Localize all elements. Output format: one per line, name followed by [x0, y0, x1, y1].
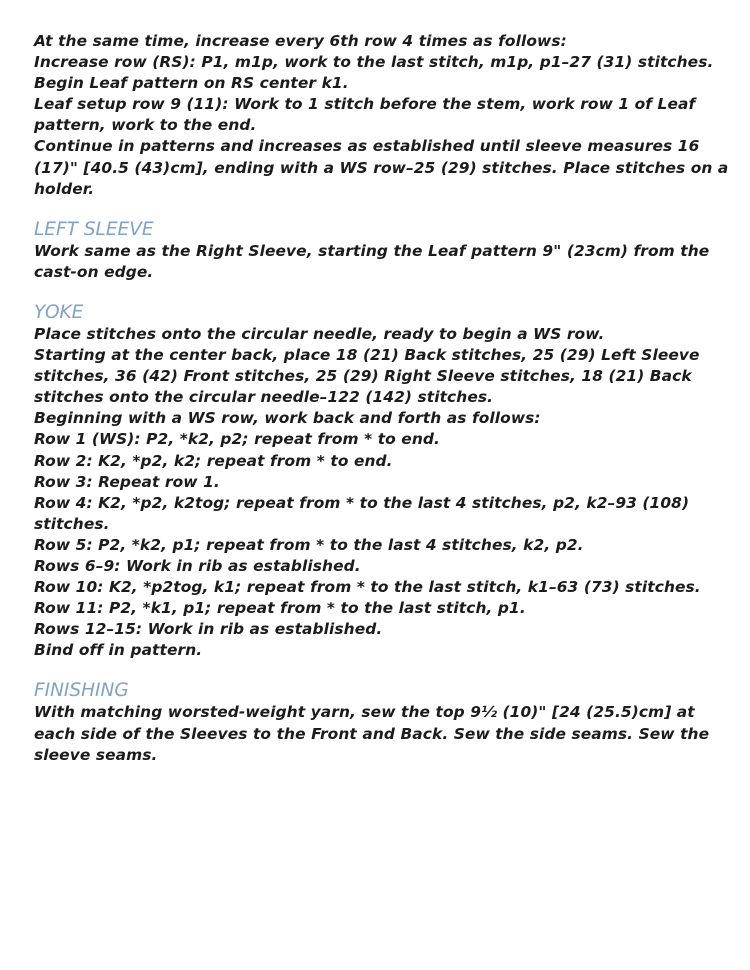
- intro-line: At the same time, increase every 6th row 4 times as follows:: [34, 32, 567, 50]
- intro-line: Increase row (RS): P1, m1p, work to the last stitch, m1p, p1–27 (31) stitches.: [34, 53, 714, 72]
- yoke-rows-12-15: Rows 12–15: Work in rib as established.: [34, 620, 383, 639]
- left-sleeve-line: cast-on edge.: [34, 262, 154, 281]
- intro-line: (17)" [40.5 (43)cm], ending with a WS row–25 (29) stitches. Place stitches on a: [34, 158, 729, 177]
- intro-line: Begin Leaf pattern on RS center k1.: [34, 74, 349, 93]
- yoke-section: [34, 301, 724, 662]
- yoke-rows-6-9: Rows 6–9: Work in rib as established.: [34, 556, 361, 575]
- yoke-heading: YOKE: [34, 301, 84, 323]
- yoke-line: stitches onto the circular needle–122 (142) stitches.: [34, 388, 494, 407]
- yoke-line: Starting at the center back, place 18 (21) Back stitches, 25 (29) Left Sleeve: [34, 346, 700, 365]
- yoke-line: Place stitches onto the circular needle, ready to begin a WS row.: [34, 324, 605, 343]
- left-sleeve-heading: LEFT SLEEVE: [34, 218, 154, 240]
- yoke-line: stitches, 36 (42) Front stitches, 25 (29) Right Sleeve stitches, 18 (21) Back: [34, 367, 692, 386]
- yoke-row-11: Row 11: P2, *k1, p1; repeat from * to the last stitch, p1.: [34, 599, 526, 618]
- yoke-line: Beginning with a WS row, work back and forth as follows:: [34, 409, 541, 428]
- intro-line: pattern, work to the end.: [34, 116, 257, 135]
- pattern-page: [34, 31, 729, 766]
- intro-line: Leaf setup row 9 (11): Work to 1 stitch before the stem, work row 1 of Leaf: [34, 95, 696, 114]
- finishing-line: With matching worsted-weight yarn, sew the top 9½ (10)" [24 (25.5)cm] at: [34, 703, 695, 722]
- intro-section: [34, 31, 729, 200]
- yoke-row-5: Row 5: P2, *k2, p1; repeat from * to the last 4 stitches, k2, p2.: [34, 535, 584, 554]
- finishing-section: [34, 679, 724, 765]
- yoke-row-10: Row 10: K2, *p2tog, k1; repeat from * to the last stitch, k1–63 (73) stitches.: [34, 578, 701, 597]
- finishing-heading: FINISHING: [34, 680, 129, 702]
- yoke-row-4-cont: stitches.: [34, 514, 110, 533]
- yoke-row-2: Row 2: K2, *p2, k2; repeat from * to end.: [34, 451, 393, 470]
- intro-line: holder.: [34, 179, 95, 198]
- finishing-line: each side of the Sleeves to the Front and Back. Sew the side seams. Sew the: [34, 724, 710, 743]
- yoke-row-1: Row 1 (WS): P2, *k2, p2; repeat from * to end.: [34, 430, 440, 449]
- yoke-row-3: Row 3: Repeat row 1.: [34, 472, 220, 491]
- left-sleeve-line: Work same as the Right Sleeve, starting the Leaf pattern 9" (23cm) from the: [34, 241, 710, 260]
- finishing-line: sleeve seams.: [34, 745, 158, 764]
- yoke-bind-off: Bind off in pattern.: [34, 641, 203, 660]
- intro-line: Continue in patterns and increases as established until sleeve measures 16: [34, 137, 700, 156]
- left-sleeve-section: [34, 218, 724, 283]
- yoke-row-4: Row 4: K2, *p2, k2tog; repeat from * to the last 4 stitches, p2, k2–93 (108): [34, 493, 690, 512]
